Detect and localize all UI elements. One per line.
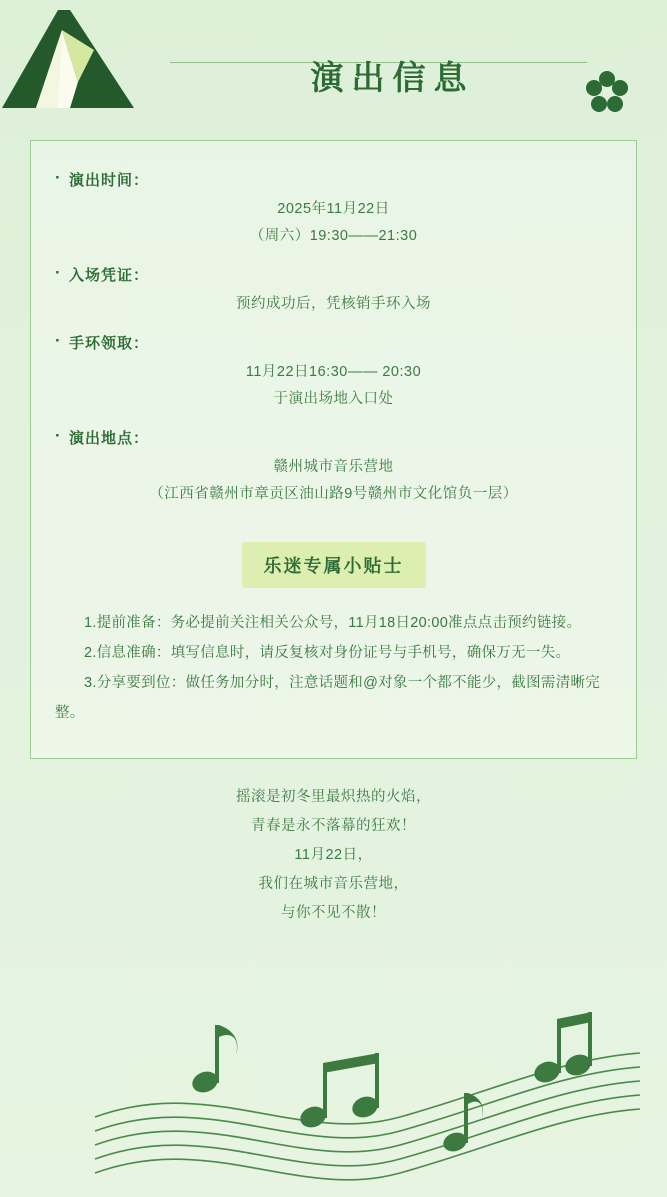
page-title: 演出信息 — [310, 59, 475, 96]
music-note-icon — [297, 1053, 380, 1131]
closing-line-1: 摇滚是初冬里最炽热的火焰， — [236, 789, 431, 805]
tips-badge-wrap — [55, 542, 612, 588]
page-header — [0, 0, 667, 132]
closing-line-5: 与你不见不散！ — [281, 905, 386, 921]
field-value-venue-address: （江西省赣州市章贡区油山路9号赣州市文化馆负一层） — [149, 486, 518, 502]
field-label-showtime: · 演出时间： — [69, 169, 612, 190]
field-value-showtime-date: 2025年11月22日 — [277, 201, 390, 217]
music-note-icon — [189, 1025, 237, 1096]
tips-badge: 乐迷专属小贴士 — [242, 542, 426, 588]
closing-block — [0, 783, 667, 928]
field-label-venue: · 演出地点： — [69, 427, 612, 448]
closing-line-3: 11月22日， — [294, 847, 373, 863]
field-value-wristband-time: 11月22日16:30—— 20:30 — [245, 364, 422, 380]
closing-line-2: 青春是永不落幕的狂欢！ — [251, 818, 416, 834]
closing-line-4: 我们在城市音乐营地， — [258, 876, 409, 892]
field-label-ticket: · 入场凭证： — [69, 264, 612, 285]
field-value-ticket: 预约成功后，凭核销手环入场 — [236, 296, 431, 312]
music-staff-decoration — [0, 997, 667, 1197]
page-title-wrap — [140, 52, 637, 99]
flower-icon — [585, 70, 629, 114]
tent-icon — [0, 8, 136, 112]
tip-item-3: 3.分享要到位：做任务加分时，注意话题和@对象一个都不能少，截图需清晰完整。 — [55, 675, 601, 721]
field-value-showtime-hours: （周六）19:30——21:30 — [249, 228, 418, 244]
info-card — [30, 140, 637, 759]
tip-item-1: 1.提前准备：务必提前关注相关公众号，11月18日20:00准点点击预约链接。 — [84, 615, 582, 631]
tip-item-2: 2.信息准确：填写信息时，请反复核对身份证号与手机号，确保万无一失。 — [84, 645, 571, 661]
field-label-wristband: · 手环领取： — [69, 332, 612, 353]
field-value-wristband-place: 于演出场地入口处 — [273, 391, 394, 407]
field-value-venue-name: 赣州城市音乐营地 — [273, 459, 394, 475]
